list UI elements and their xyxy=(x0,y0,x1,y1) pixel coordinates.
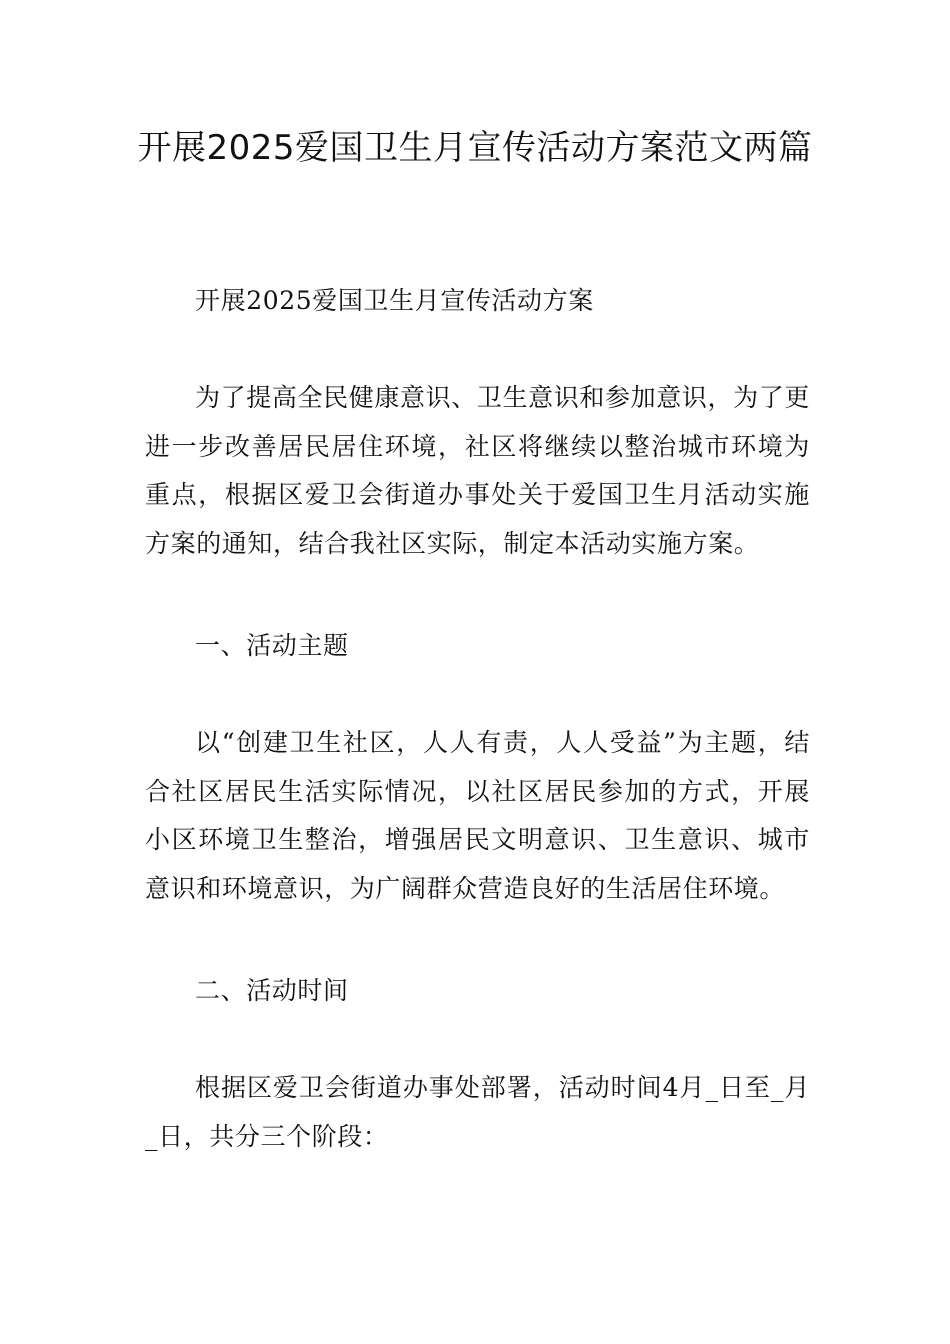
section-heading-theme: 一、活动主题 xyxy=(195,631,349,660)
time-paragraph: 根据区爱卫会街道办事处部署，活动时间4月_日至_月_日，共分三个阶段： xyxy=(145,1073,810,1151)
theme-paragraph: 以“创建卫生社区，人人有责，人人受益”为主题，结合社区居民生活实际情况，以社区居民参加的方式，开展小区环境卫生整治，增强居民文明意识、卫生意识、城市意识和环境意识，为广阔群众营造良好的生活居住环境。 xyxy=(145,728,810,903)
document-title: 开展2025爱国卫生月宣传活动方案范文两篇 xyxy=(137,128,813,168)
section-heading-time: 二、活动时间 xyxy=(195,976,349,1005)
intro-paragraph: 为了提高全民健康意识、卫生意识和参加意识，为了更进一步改善居民居住环境，社区将继续以整治城市环境为重点，根据区爱卫会街道办事处关于爱国卫生月活动实施方案的通知，结合我社区实际，制定本活动实施方案。 xyxy=(145,383,810,558)
document-subtitle: 开展2025爱国卫生月宣传活动方案 xyxy=(195,286,594,315)
